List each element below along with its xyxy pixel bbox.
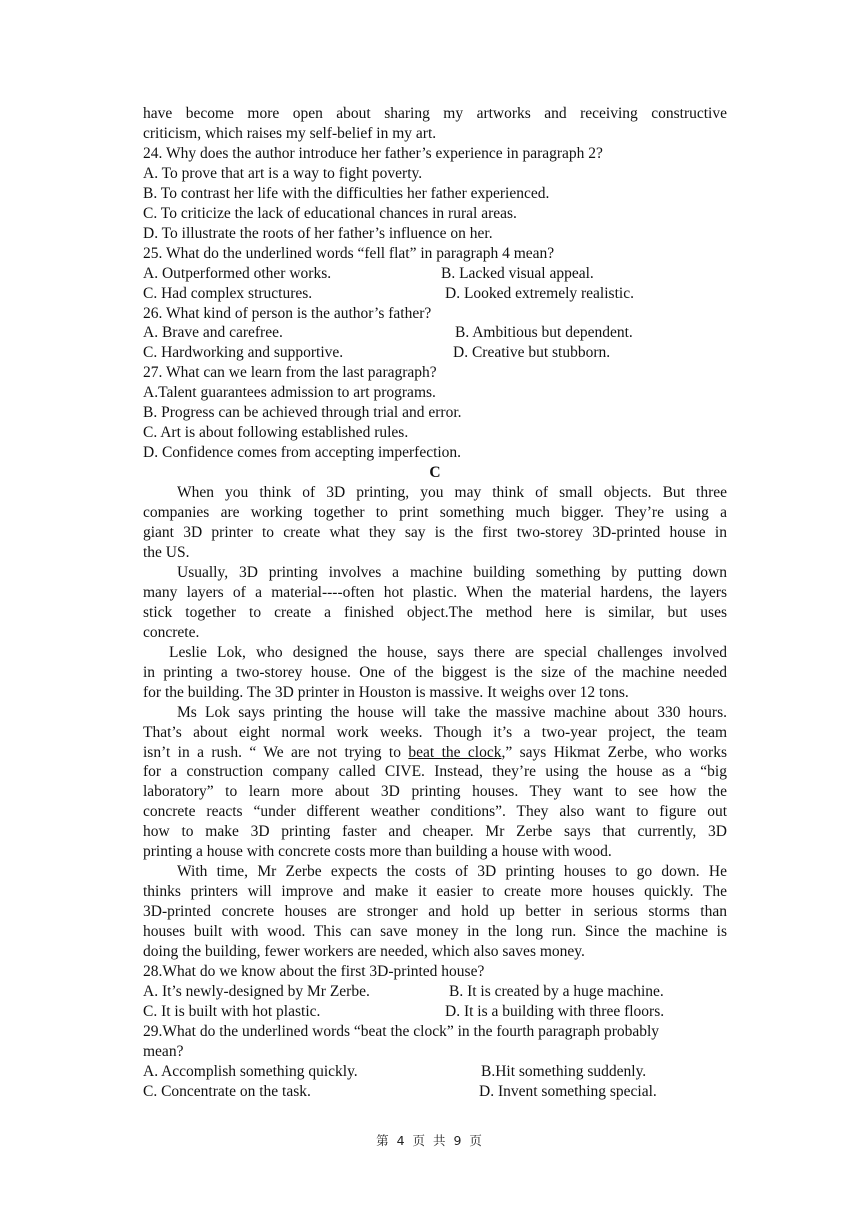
page-footer: 第 4 页 共 9 页 — [376, 1133, 484, 1148]
text-line: laboratory” to learn more about 3D printing houses. They want to see how the — [143, 783, 727, 801]
question-stem: 29.What do the underlined words “beat the clock” in the fourth paragraph probably — [143, 1022, 660, 1040]
question-25 — [143, 244, 727, 304]
paragraph-2 — [143, 563, 727, 643]
question-stem-continued: mean? — [143, 1042, 184, 1060]
question-stem: 26. What kind of person is the author’s father? — [143, 304, 432, 322]
option-row — [143, 264, 727, 284]
text-line: doing the building, fewer workers are needed, which also saves money. — [143, 943, 585, 961]
text-line: That’s about eight normal work weeks. Though it’s a two-year project, the team — [143, 723, 727, 741]
text-segment: isn’t in a rush. “ We are not trying to — [143, 743, 409, 761]
option-a: A. Accomplish something quickly. — [143, 1062, 358, 1080]
option-d: D. It is a building with three floors. — [445, 1002, 665, 1020]
option-d: D. Confidence comes from accepting imperfection. — [143, 444, 462, 462]
text-line: the US. — [143, 543, 190, 561]
text-line: Ms Lok says printing the house will take the massive machine about 330 hours. — [177, 703, 727, 721]
text-line: thinks printers will improve and make it easier to create more houses quickly. The — [143, 883, 727, 901]
text-line: Usually, 3D printing involves a machine building something by putting down — [177, 563, 727, 581]
option-a: A. Outperformed other works. — [143, 264, 332, 282]
option-d: D. Looked extremely realistic. — [445, 284, 634, 302]
text-line: When you think of 3D printing, you may think of small objects. But three — [177, 484, 727, 502]
option-row — [143, 1062, 727, 1082]
text-line — [143, 743, 727, 763]
text-line: stick together to create a finished object.The method here is similar, but uses — [143, 603, 727, 621]
option-d: D. Creative but stubborn. — [453, 344, 611, 362]
option-d: D. To illustrate the roots of her father’s influence on her. — [143, 224, 493, 242]
exam-page — [143, 104, 727, 1102]
question-26 — [143, 304, 727, 364]
intro-paragraph — [143, 104, 727, 144]
text-line: 3D-printed concrete houses are stronger and hold up better in serious storms than — [143, 903, 727, 921]
paragraph-5 — [143, 862, 727, 962]
option-row — [143, 982, 727, 1002]
option-row — [143, 1002, 727, 1022]
text-line: for a construction company called CIVE. Instead, they’re using the house as a “big — [143, 763, 727, 781]
option-b: B. It is created by a huge machine. — [449, 982, 664, 1000]
text-line: giant 3D printer to create what they say is the first two-storey 3D-printed house in — [143, 524, 727, 542]
option-row — [143, 284, 727, 304]
option-c: C. Hardworking and supportive. — [143, 344, 344, 362]
question-stem: 24. Why does the author introduce her father’s experience in paragraph 2? — [143, 144, 603, 162]
question-29 — [143, 1022, 727, 1102]
option-a: A. Brave and carefree. — [143, 324, 283, 342]
section-heading: C — [429, 464, 441, 482]
question-stem: 25. What do the underlined words “fell flat” in paragraph 4 mean? — [143, 244, 555, 262]
question-stem: 27. What can we learn from the last paragraph? — [143, 364, 437, 382]
option-row — [143, 343, 727, 363]
text-line: many layers of a material----often hot plastic. When the material hardens, the layers — [143, 583, 727, 601]
option-b: B. Progress can be achieved through trial and error. — [143, 404, 462, 422]
passage — [143, 483, 727, 962]
text-line: printing a house with concrete costs more than building a house with wood. — [143, 843, 612, 861]
text-line: how to make 3D printing faster and cheaper. Mr Zerbe says that currently, 3D — [143, 823, 727, 841]
option-b: B. To contrast her life with the difficulties her father experienced. — [143, 184, 550, 202]
text-line: concrete. — [143, 623, 200, 641]
option-a: A. To prove that art is a way to fight poverty. — [143, 164, 423, 182]
question-stem: 28.What do we know about the first 3D-printed house? — [143, 962, 485, 980]
question-27 — [143, 363, 727, 463]
option-d: D. Invent something special. — [479, 1082, 657, 1100]
option-c: C. Had complex structures. — [143, 284, 313, 302]
option-c: C. To criticize the lack of educational chances in rural areas. — [143, 204, 517, 222]
paragraph-4 — [143, 703, 727, 863]
question-28 — [143, 962, 727, 1022]
text-line: criticism, which raises my self-belief in my art. — [143, 124, 437, 142]
option-row — [143, 1082, 727, 1102]
text-line: companies are working together to print something much bigger. They’re using a — [143, 504, 727, 522]
text-line: Leslie Lok, who designed the house, says there are special challenges involved — [169, 643, 727, 661]
text-line: have become more open about sharing my artworks and receiving constructive — [143, 105, 727, 122]
option-b: B. Ambitious but dependent. — [455, 324, 633, 342]
option-b: B.Hit something suddenly. — [481, 1062, 647, 1080]
paragraph-3 — [143, 643, 727, 703]
text-line: With time, Mr Zerbe expects the costs of 3D printing houses to go down. He — [177, 863, 727, 881]
text-line: for the building. The 3D printer in Houston is massive. It weighs over 12 tons. — [143, 683, 629, 701]
option-c: C. Art is about following established rules. — [143, 424, 409, 442]
option-a: A. It’s newly-designed by Mr Zerbe. — [143, 982, 370, 1000]
option-a: A.Talent guarantees admission to art programs. — [143, 384, 436, 402]
paragraph-1 — [143, 483, 727, 563]
option-row — [143, 323, 727, 343]
option-b: B. Lacked visual appeal. — [441, 264, 594, 282]
text-segment: ,” says Hikmat Zerbe, who works — [501, 743, 727, 761]
question-24 — [143, 144, 727, 244]
text-line: houses built with wood. This can save money in the long run. Since the machine is — [143, 923, 727, 941]
text-line: concrete reacts “under different weather conditions”. They also want to figure out — [143, 803, 727, 821]
option-c: C. Concentrate on the task. — [143, 1082, 311, 1100]
text-line: in printing a two-storey house. One of the biggest is the size of the machine needed — [143, 663, 727, 681]
underlined-phrase: beat the clock — [408, 743, 502, 761]
option-c: C. It is built with hot plastic. — [143, 1002, 321, 1020]
